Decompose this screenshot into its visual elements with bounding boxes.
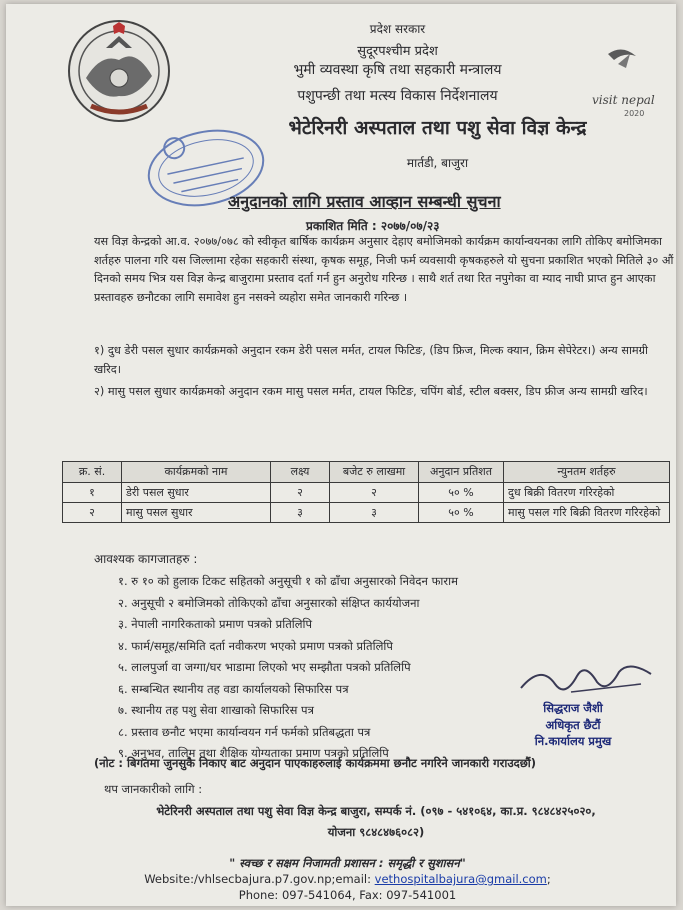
- list-item: ४. फार्म/समूह/समिति दर्ता नवीकरण भएको प्रमाण पत्रको प्रतिलिपि: [118, 638, 393, 653]
- list-item: ३. नेपाली नागरिकताको प्रमाण पत्रको प्रतिलिपि: [118, 617, 313, 631]
- visit-nepal-year: 2020: [624, 109, 645, 118]
- header-province-government: प्रदेश सरकार: [369, 22, 426, 36]
- signatory-designation: अधिकृत छैटौं: [545, 718, 601, 732]
- table-cell: मासु पसल गरि बिक्री वितरण गरिरहेको: [504, 503, 670, 523]
- table-row: [63, 483, 670, 503]
- program-description-dairy: १) दुध डेरी पसल सुधार कार्यक्रमको अनुदान रकम डेरी पसल मर्मत, टायल फिटिङ, (डिप फ्रिज, मिल्क क्यान, क्रिम सेपेरेटर।) अन्य सामग्री खरिद।: [94, 344, 648, 376]
- signatory-name: सिद्धराज जैशी: [543, 701, 603, 715]
- program-description-meat: २) मासु पसल सुधार कार्यक्रमको अनुदान रकम मासु पसल मर्मत, टायल फिटिङ, चपिंग बोर्ड, स्टील बक्सर, डिप फ्रीज अन्य सामग्री खरिद।: [94, 385, 648, 398]
- table-cell: २: [330, 483, 419, 503]
- contact-line: योजना ९८४८४७६०८२): [327, 825, 425, 839]
- list-item: ७. स्थानीय तह पशु सेवा शाखाको सिफारिस पत्र: [118, 703, 314, 717]
- table-cell: २: [271, 483, 330, 503]
- column-header: बजेट रु लाखमा: [330, 462, 419, 483]
- table-cell: ३: [330, 503, 419, 523]
- notice-title: अनुदानको लागि प्रस्ताव आव्हान सम्बन्धी सुचना: [228, 192, 501, 211]
- list-item: १. रु १० को हुलाक टिकट सहितको अनुसूची १ को ढाँचा अनुसारको निवेदन फाराम: [118, 574, 458, 588]
- email-link[interactable]: vethospitalbajura@gmail.com: [374, 872, 547, 886]
- signatory-office: नि.कार्यालय प्रमुख: [534, 734, 612, 748]
- footer-phone-fax: Phone: 097-541064, Fax: 097-541001: [238, 888, 457, 902]
- header-office-name: भेटेरिनरी अस्पताल तथा पशु सेवा विज्ञ केन्द्र: [288, 117, 587, 139]
- list-item: ८. प्रस्ताव छनौट भएमा कार्यान्वयन गर्न फर्मको प्रतिबद्धता पत्र: [118, 724, 371, 739]
- required-documents-list: [118, 574, 458, 768]
- header-ministry: भुमी व्यवस्था कृषि तथा सहकारी मन्त्रालय: [293, 62, 502, 78]
- published-date: प्रकाशित मिति : २०७७/०७/२३: [306, 219, 440, 233]
- notice-paper: [6, 4, 676, 906]
- table-header-row: [63, 462, 670, 483]
- table-cell: मासु पसल सुधार: [122, 503, 271, 523]
- list-item: २. अनुसूची २ बमोजिमको तोकिएको ढाँचा अनुसारको संक्षिप्त कार्ययोजना: [118, 595, 420, 610]
- visit-nepal-text: visit nepal: [592, 93, 655, 107]
- list-item: ९. अनुभव, तालिम तथा शैक्षिक योग्यताका प्रमाण पत्रको प्रतिलिपि: [118, 746, 389, 760]
- list-item: ६. सम्बन्धित स्थानीय तह वडा कार्यालयको सिफारिस पत्र: [118, 681, 349, 696]
- contact-label: थप जानकारीको लागि :: [104, 782, 203, 796]
- website-text: Website:/vhlsecbajura.p7.gov.np;email:: [144, 872, 375, 886]
- table-cell: ५० %: [419, 503, 504, 523]
- notice-note: (नोट : बिगतमा जुनसुकै निकाए बाट अनुदान पाएकाहरुलाई कार्यक्रममा छनौट नगरिने जानकारी गराउदछौं): [94, 756, 537, 770]
- header-province: सुदूरपश्चीम प्रदेश: [357, 44, 438, 59]
- table-cell: १: [63, 483, 122, 503]
- column-header: क्र. सं.: [63, 462, 122, 483]
- table-cell: ५० %: [419, 483, 504, 503]
- table-cell: ३: [271, 503, 330, 523]
- column-header: लक्ष्य: [271, 462, 330, 483]
- handwritten-signature-icon: [511, 654, 661, 702]
- required-documents-heading: आवश्यक कागजातहरु :: [94, 552, 198, 566]
- header-directorate: पशुपन्छी तथा मत्स्य विकास निर्देशनालय: [297, 88, 498, 104]
- notice-paragraph: यस विज्ञ केन्द्रको आ.व. २०७७/०७८ को स्वीकृत बार्षिक कार्यक्रम अनुसार देहाए बमोजिमको कार्यक्रम कार्यान्वयनका लागि तोकिए बमोजिमका शर्तहरु पालना गरि यस जिल्लामा रहेका सहकारी संस्था, कृषक समूह, निजी फर्म व्यवसायी कृषकहरुले यो सुचना प्रकाशित भएको मितिले ३० औं दिनको समय भित्र यस विज्ञ केन्द्र बाजुरामा प्रस्ताव दर्ता गर्न हुन अनुरोध गरिन्छ । साथै शर्त तथा रित नपुगेका वा म्याद नाघी प्राप्त हुन आएका प्रस्तावहरु छनौटका लागि समावेश हुन नसक्ने व्यहोरा समेत जानकारी गरिन्छ ।: [94, 235, 674, 304]
- column-header: अनुदान प्रतिशत: [419, 462, 504, 483]
- table-row: [63, 503, 670, 523]
- contact-line: भेटेरिनरी अस्पताल तथा पशु सेवा विज्ञ केन्द्र बाजुरा, सम्पर्क नं. (०९७ - ५४१०६४, का.प्र. ९८४८४२५०२०,: [156, 804, 596, 818]
- column-header: कार्यक्रमको नाम: [122, 462, 271, 483]
- table-cell: दुध बिक्री वितरण गरिरहेको: [504, 483, 670, 503]
- table-cell: २: [63, 503, 122, 523]
- footer-slogan: " स्वच्छ र सक्षम निजामती प्रशासन : समृद्धी र सुशासन": [229, 856, 466, 870]
- contact-details: [96, 801, 656, 843]
- header-location: मार्तडी, बाजुरा: [406, 156, 469, 170]
- footer-website-email: [6, 872, 683, 886]
- column-header: न्युनतम शर्तहरु: [504, 462, 670, 483]
- grant-programs-table: [62, 461, 670, 523]
- list-item: ५. लालपुर्जा वा जग्गा/घर भाडामा लिएको भए सम्झौता पत्रको प्रतिलिपि: [118, 660, 411, 674]
- table-cell: डेरी पसल सुधार: [122, 483, 271, 503]
- email-suffix: ;: [546, 872, 551, 886]
